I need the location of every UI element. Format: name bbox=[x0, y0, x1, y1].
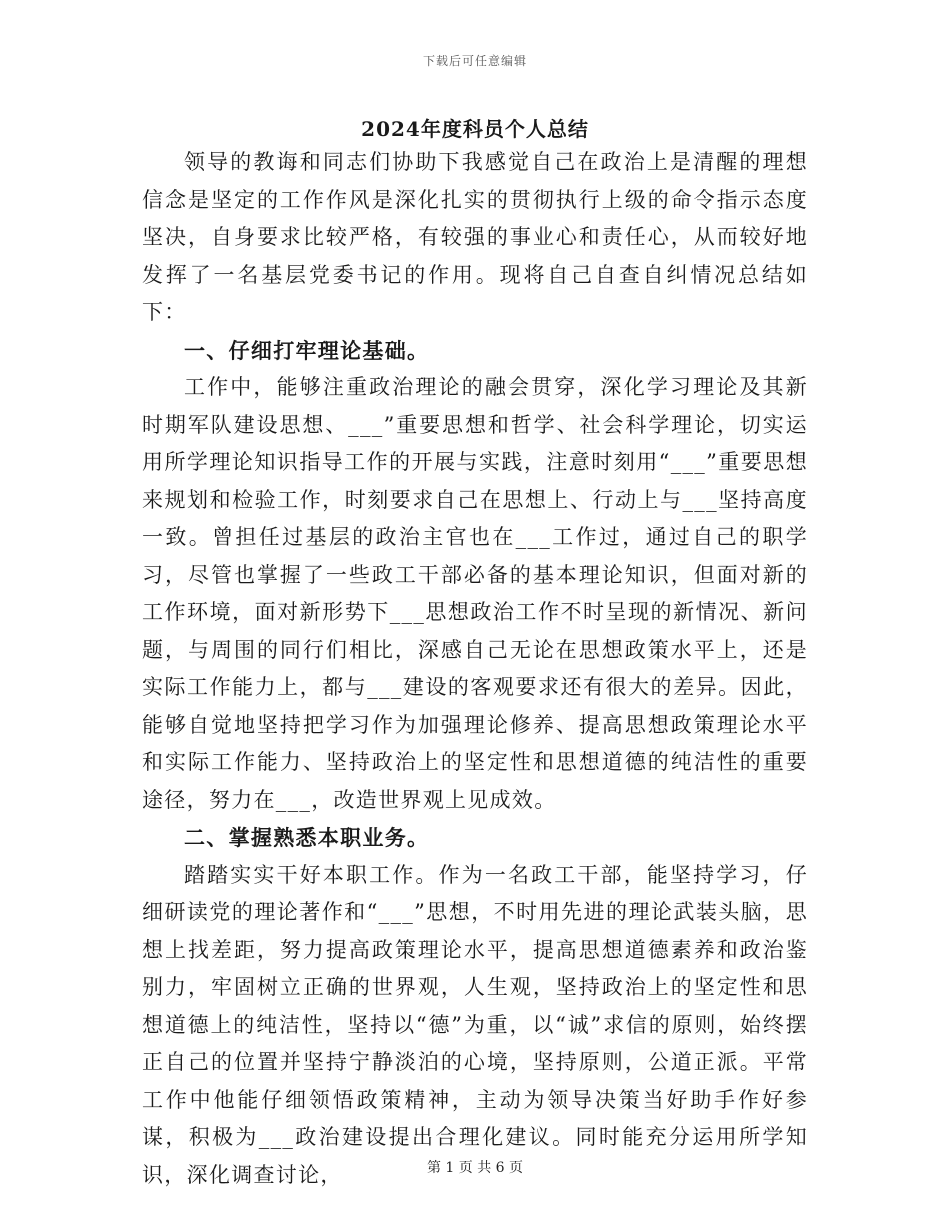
document-body bbox=[142, 144, 808, 1194]
document-title: 2024年度科员个人总结 bbox=[361, 117, 589, 141]
section-2-heading: 二、掌握熟悉本职业务。 bbox=[184, 825, 430, 850]
intro-paragraph: 领导的教诲和同志们协助下我感觉自己在政治上是清醒的理想信念是坚定的工作作风是深化扎实的贯彻执行上级的命令指示态度坚决，自身要求比较严格，有较强的事业心和责任心，从而较好地发挥了一名基层党委书记的作用。现将自己自查自纠情况总结如下： bbox=[142, 150, 808, 324]
section-1-heading: 一、仔细打牢理论基础。 bbox=[184, 337, 430, 363]
section-1-paragraph: 工作中，能够注重政治理论的融会贯穿，深化学习理论及其新时期军队建设思想、___”重要思想和哲学、社会科学理论，切实运用所学理论知识指导工作的开展与实践，注意时刻用“___”重要思想来规划和检验工作，时刻要求自己在思想上、行动上与___坚持高度一致。曾担任过基层的政治主官也在___工作过，通过自己的职学习，尽管也掌握了一些政工干部必备的基本理论知识，但面对新的工作环境，面对新形势下___思想政治工作不时呈现的新情况、新问题，与周围的同行们相比，深感自己无论在思想政策水平上，还是实际工作能力上，都与___建设的客观要求还有很大的差异。因此，能够自觉地坚持把学习作为加强理论修养、提高思想政策理论水平和实际工作能力、坚持政治上的坚定性和思想道德的纯洁性的重要途径，努力在___，改造世界观上见成效。 bbox=[142, 375, 808, 812]
page-header: 下载后可任意编辑 bbox=[422, 54, 527, 68]
section-2-paragraph: 踏踏实实干好本职工作。作为一名政工干部，能坚持学习，仔细研读党的理论著作和“___”思想，不时用先进的理论武装头脑，思想上找差距，努力提高政策理论水平，提高思想道德素养和政治鉴别力，牢固树立正确的世界观，人生观，坚持政治上的坚定性和思想道德上的纯洁性，坚持以“德”为重，以“诚”求信的原则，始终摆正自己的位置并坚持宁静淡泊的心境，坚持原则，公道正派。平常工作中他能仔细领悟政策精神，主动为领导决策当好助手作好参谋，积极为___政治建设提出合理化建议。同时能充分运用所学知识，深化调查讨论， bbox=[142, 862, 808, 1187]
page-footer: 第 1 页 共 6 页 bbox=[426, 1160, 524, 1176]
